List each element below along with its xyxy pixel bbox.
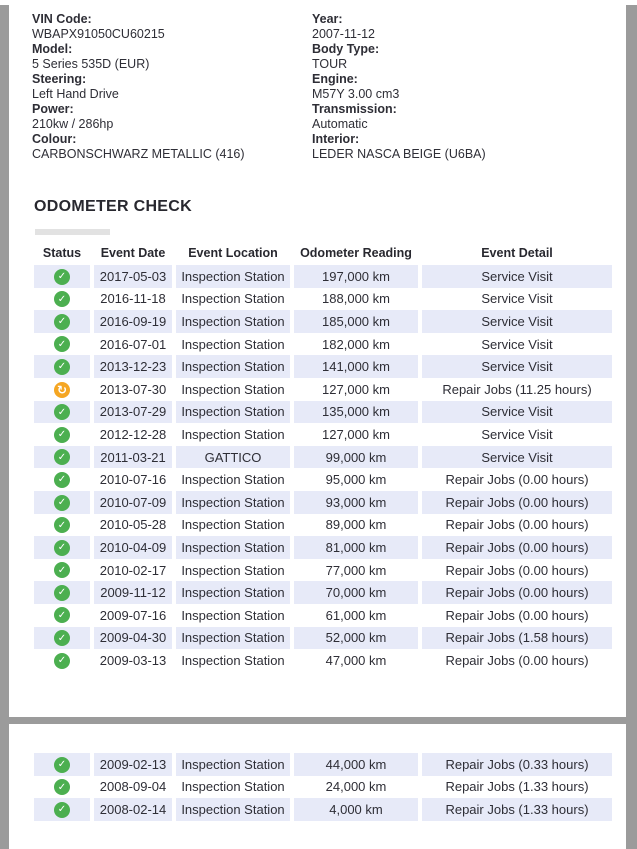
vehicle-field-label-right-4: Interior: <box>312 132 360 146</box>
table-row <box>34 401 612 424</box>
status-cell <box>34 649 90 672</box>
odometer-reading-cell: 188,000 km <box>322 291 390 307</box>
event-location-cell: Inspection Station <box>176 627 290 650</box>
event-detail-cell: Service Visit <box>481 291 553 307</box>
status-cell <box>34 423 90 446</box>
vehicle-field-label-right-1: Body Type: <box>312 42 380 56</box>
check-circle-icon: ✓ <box>54 269 70 285</box>
vehicle-field-label-left-0: VIN Code: <box>32 12 92 26</box>
table-row <box>34 776 612 799</box>
event-location-cell: Inspection Station <box>176 798 290 821</box>
status-cell <box>34 310 90 333</box>
event-location-cell: Inspection Station <box>176 355 290 378</box>
event-location-cell: Inspection Station <box>181 562 285 578</box>
event-location-cell: Inspection Station <box>181 517 285 533</box>
column-header-status: Status <box>42 246 82 260</box>
event-location-cell: Inspection Station <box>176 310 290 333</box>
event-date-cell: 2008-02-14 <box>94 798 172 821</box>
event-detail-cell: Service Visit <box>481 426 553 442</box>
event-date-cell: 2009-07-16 <box>99 607 167 623</box>
event-detail-cell: Repair Jobs (0.00 hours) <box>445 562 589 578</box>
event-location-cell: Inspection Station <box>176 753 290 776</box>
vehicle-field-label-left-4: Colour: <box>32 132 77 146</box>
vehicle-field-value-left-4: CARBONSCHWARZ METALLIC (416) <box>32 147 245 161</box>
odometer-reading-cell: 93,000 km <box>294 491 418 514</box>
event-detail-cell: Service Visit <box>422 355 612 378</box>
status-cell <box>34 559 90 582</box>
event-detail-cell: Service Visit <box>422 446 612 469</box>
event-location-cell: Inspection Station <box>176 581 290 604</box>
event-location-cell: Inspection Station <box>181 472 285 488</box>
event-date-cell: 2016-11-18 <box>100 291 166 307</box>
table-row <box>34 333 612 356</box>
check-circle-icon: ✓ <box>54 359 70 375</box>
table-row <box>34 514 612 537</box>
event-date-cell: 2009-04-30 <box>94 627 172 650</box>
table-row <box>34 288 612 311</box>
status-cell <box>34 798 90 821</box>
status-cell <box>34 536 90 559</box>
table-row <box>34 604 612 627</box>
odometer-reading-cell: 70,000 km <box>294 581 418 604</box>
event-detail-cell: Service Visit <box>422 310 612 333</box>
table-row <box>34 423 612 446</box>
event-location-cell: Inspection Station <box>176 401 290 424</box>
refresh-circle-icon: ↻ <box>54 382 70 398</box>
title-underline-bar <box>35 229 110 235</box>
column-header-odometer-reading: Odometer Reading <box>300 246 412 260</box>
odometer-reading-cell: 127,000 km <box>322 426 390 442</box>
event-location-cell: Inspection Station <box>176 536 290 559</box>
event-date-cell: 2009-02-13 <box>94 753 172 776</box>
event-date-cell: 2013-07-30 <box>99 381 167 397</box>
status-cell <box>34 333 90 356</box>
check-circle-icon: ✓ <box>54 291 70 307</box>
check-circle-icon: ✓ <box>54 449 70 465</box>
column-header-event-date: Event Date <box>100 246 166 260</box>
vehicle-field-value-right-1: TOUR <box>312 57 348 71</box>
check-circle-icon: ✓ <box>54 427 70 443</box>
table-row <box>34 753 612 776</box>
status-cell <box>34 776 90 799</box>
vehicle-field-value-right-2: M57Y 3.00 cm3 <box>312 87 400 101</box>
odometer-reading-cell: 4,000 km <box>294 798 418 821</box>
odometer-reading-cell: 47,000 km <box>325 652 387 668</box>
event-detail-cell: Repair Jobs (0.00 hours) <box>422 581 612 604</box>
table-row <box>34 265 612 288</box>
odometer-reading-cell: 99,000 km <box>294 446 418 469</box>
event-date-cell: 2008-09-04 <box>99 779 167 795</box>
status-cell <box>34 604 90 627</box>
status-cell <box>34 446 90 469</box>
check-circle-icon: ✓ <box>54 607 70 623</box>
status-cell <box>34 753 90 776</box>
odometer-reading-cell: 77,000 km <box>325 562 387 578</box>
column-header-event-detail: Event Detail <box>481 246 553 260</box>
event-location-cell: Inspection Station <box>176 265 290 288</box>
check-circle-icon: ✓ <box>54 757 70 773</box>
vehicle-field-value-right-0: 2007-11-12 <box>312 27 376 41</box>
status-cell <box>34 401 90 424</box>
vehicle-field-label-left-1: Model: <box>32 42 73 56</box>
table-row <box>34 355 612 378</box>
event-date-cell: 2009-11-12 <box>94 581 172 604</box>
odometer-reading-cell: 44,000 km <box>294 753 418 776</box>
vehicle-field-label-left-2: Steering: <box>32 72 87 86</box>
event-detail-cell: Repair Jobs (0.00 hours) <box>445 607 589 623</box>
event-date-cell: 2010-04-09 <box>94 536 172 559</box>
check-circle-icon: ✓ <box>54 404 70 420</box>
event-detail-cell: Service Visit <box>422 401 612 424</box>
vehicle-field-label-left-3: Power: <box>32 102 74 116</box>
event-detail-cell: Service Visit <box>481 336 553 352</box>
event-location-cell: Inspection Station <box>181 652 285 668</box>
status-cell <box>34 265 90 288</box>
event-detail-cell: Repair Jobs (0.00 hours) <box>445 517 589 533</box>
check-circle-icon: ✓ <box>54 630 70 646</box>
vehicle-field-label-right-2: Engine: <box>312 72 358 86</box>
event-date-cell: 2016-09-19 <box>94 310 172 333</box>
table-row <box>34 559 612 582</box>
table-row <box>34 468 612 491</box>
odometer-reading-cell: 95,000 km <box>325 472 387 488</box>
odometer-reading-cell: 141,000 km <box>294 355 418 378</box>
table-header-row <box>34 246 612 265</box>
check-circle-icon: ✓ <box>54 585 70 601</box>
check-circle-icon: ✓ <box>54 517 70 533</box>
event-location-cell: Inspection Station <box>181 336 285 352</box>
odometer-reading-cell: 185,000 km <box>294 310 418 333</box>
check-circle-icon: ✓ <box>54 336 70 352</box>
check-circle-icon: ✓ <box>54 779 70 795</box>
event-detail-cell: Repair Jobs (0.00 hours) <box>445 652 589 668</box>
event-detail-cell: Service Visit <box>422 265 612 288</box>
odometer-reading-cell: 135,000 km <box>294 401 418 424</box>
event-detail-cell: Repair Jobs (1.33 hours) <box>445 779 589 795</box>
event-location-cell: Inspection Station <box>176 491 290 514</box>
event-date-cell: 2013-07-29 <box>94 401 172 424</box>
odometer-reading-cell: 52,000 km <box>294 627 418 650</box>
vehicle-field-value-left-1: 5 Series 535D (EUR) <box>32 57 150 71</box>
odometer-reading-cell: 81,000 km <box>294 536 418 559</box>
table-row <box>34 536 612 559</box>
vehicle-field-label-right-0: Year: <box>312 12 343 26</box>
event-date-cell: 2010-07-16 <box>99 472 167 488</box>
vehicle-details <box>32 12 592 162</box>
check-circle-icon: ✓ <box>54 314 70 330</box>
odometer-reading-cell: 89,000 km <box>325 517 387 533</box>
event-detail-cell: Repair Jobs (1.58 hours) <box>422 627 612 650</box>
event-detail-cell: Repair Jobs (1.33 hours) <box>422 798 612 821</box>
odometer-table <box>30 246 616 672</box>
event-date-cell: 2013-12-23 <box>94 355 172 378</box>
check-circle-icon: ✓ <box>54 495 70 511</box>
odometer-table-continued <box>30 753 616 821</box>
table-row <box>34 798 612 821</box>
event-location-cell: Inspection Station <box>181 779 285 795</box>
event-date-cell: 2016-07-01 <box>99 336 167 352</box>
column-header-event-location: Event Location <box>188 246 278 260</box>
table-row <box>34 649 612 672</box>
event-date-cell: 2017-05-03 <box>94 265 172 288</box>
event-location-cell: Inspection Station <box>181 426 285 442</box>
odometer-reading-cell: 182,000 km <box>322 336 390 352</box>
check-circle-icon: ✓ <box>54 802 70 818</box>
event-date-cell: 2012-12-28 <box>99 426 167 442</box>
table-row <box>34 446 612 469</box>
vehicle-field-value-left-2: Left Hand Drive <box>32 87 119 101</box>
event-location-cell: GATTICO <box>176 446 290 469</box>
status-cell <box>34 378 90 401</box>
event-detail-cell: Repair Jobs (0.33 hours) <box>422 753 612 776</box>
status-cell <box>34 627 90 650</box>
table-row <box>34 491 612 514</box>
status-cell <box>34 581 90 604</box>
table-row <box>34 310 612 333</box>
vehicle-field-value-left-3: 210kw / 286hp <box>32 117 114 131</box>
vehicle-field-value-right-3: Automatic <box>312 117 368 131</box>
status-cell <box>34 355 90 378</box>
event-date-cell: 2009-03-13 <box>99 652 167 668</box>
status-cell <box>34 468 90 491</box>
status-cell <box>34 491 90 514</box>
vehicle-field-label-right-3: Transmission: <box>312 102 397 116</box>
check-circle-icon: ✓ <box>54 653 70 669</box>
status-cell <box>34 514 90 537</box>
table-row <box>34 627 612 650</box>
check-circle-icon: ✓ <box>54 540 70 556</box>
odometer-reading-cell: 127,000 km <box>322 381 390 397</box>
vehicle-details-right-column <box>312 12 592 162</box>
event-location-cell: Inspection Station <box>181 381 285 397</box>
check-circle-icon: ✓ <box>54 472 70 488</box>
event-detail-cell: Repair Jobs (0.00 hours) <box>422 536 612 559</box>
table-row <box>34 378 612 401</box>
page-break-divider <box>0 717 637 724</box>
event-date-cell: 2010-07-09 <box>94 491 172 514</box>
event-date-cell: 2010-02-17 <box>99 562 167 578</box>
vehicle-details-left-column <box>32 12 312 162</box>
odometer-reading-cell: 197,000 km <box>294 265 418 288</box>
check-circle-icon: ✓ <box>54 562 70 578</box>
event-date-cell: 2010-05-28 <box>99 517 167 533</box>
event-date-cell: 2011-03-21 <box>94 446 172 469</box>
table-row <box>34 581 612 604</box>
event-location-cell: Inspection Station <box>181 607 285 623</box>
event-location-cell: Inspection Station <box>181 291 285 307</box>
event-detail-cell: Repair Jobs (0.00 hours) <box>445 472 589 488</box>
event-detail-cell: Repair Jobs (11.25 hours) <box>442 381 592 397</box>
odometer-reading-cell: 24,000 km <box>325 779 387 795</box>
vehicle-field-value-left-0: WBAPX91050CU60215 <box>32 27 165 41</box>
vehicle-field-value-right-4: LEDER NASCA BEIGE (U6BA) <box>312 147 486 161</box>
odometer-reading-cell: 61,000 km <box>325 607 387 623</box>
event-detail-cell: Repair Jobs (0.00 hours) <box>422 491 612 514</box>
status-cell <box>34 288 90 311</box>
odometer-check-title: ODOMETER CHECK <box>34 198 192 215</box>
